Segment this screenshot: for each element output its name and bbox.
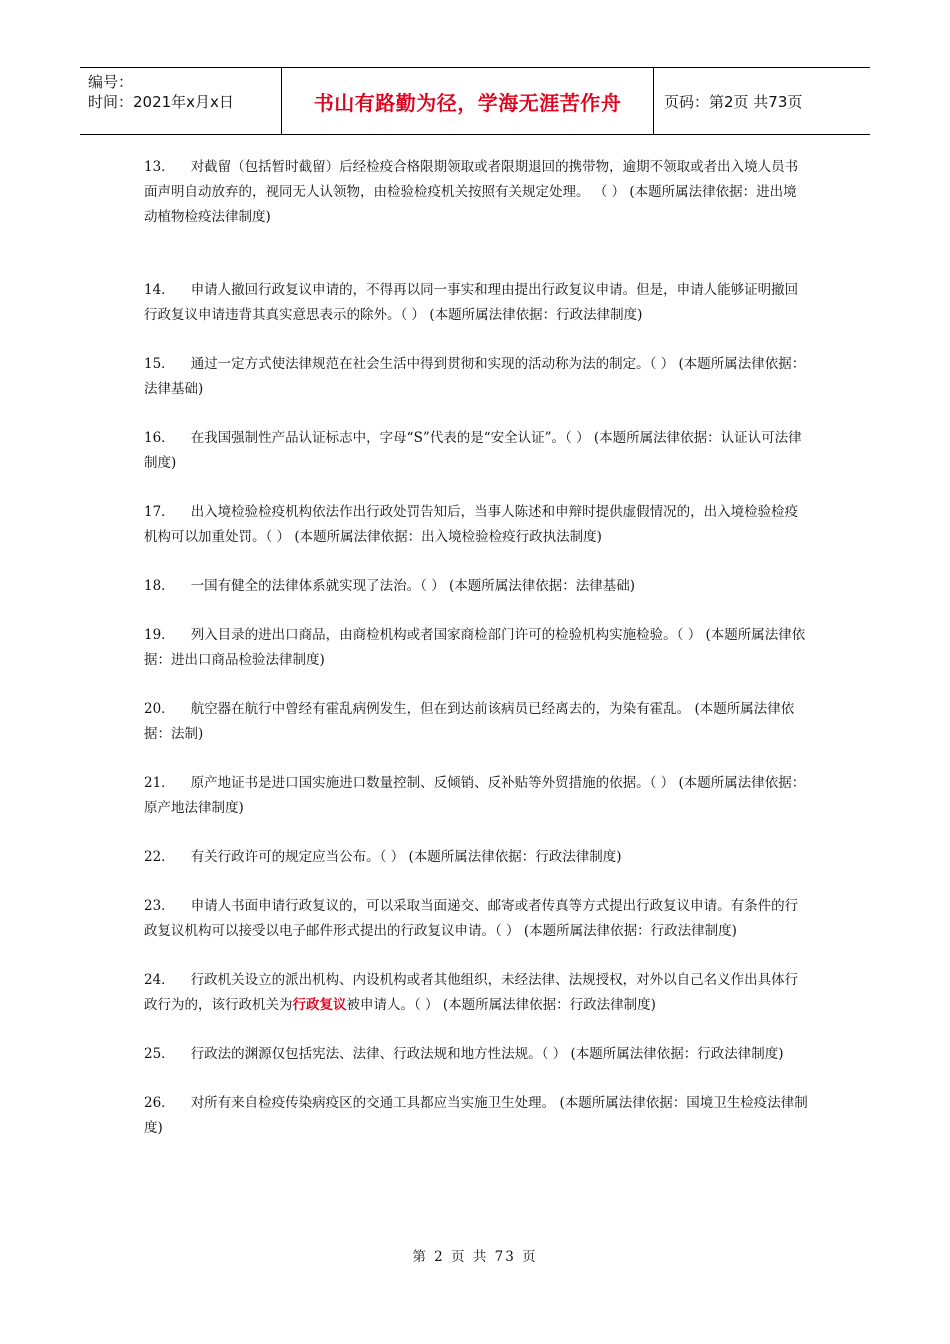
page-footer: 第 2 页 共 73 页 [412,1249,538,1265]
question-text: 申请人撤回行政复议申请的，不得再以同一事实和理由提出行政复议申请。但是，申请人能够证明撤回行政复议申请违背其真实意思表示的除外。（ ） (本题所属法律依据：行政法律制度) [144,282,799,323]
question-item [144,352,808,402]
header-page-info: 页码：第2页 共73页 [664,92,803,111]
question-number: 19． [144,627,175,643]
question-item [144,1042,808,1067]
question-text: 通过一定方式使法律规范在社会生活中得到贯彻和实现的活动称为法的制定。（ ） (本题所属法律依据：法律基础) [144,356,806,397]
question-text: 对截留（包括暂时截留）后经检疫合格限期领取或者限期退回的携带物，逾期不领取或者出入境人员书面声明自动放弃的，视同无人认领物，由检验检疫机关按照有关规定处理。 （ ） (本题所属法律依据：进出境动植物检疫法律制度) [144,159,799,225]
question-number: 18． [144,578,175,594]
question-number: 20． [144,701,175,717]
time-label: 时间：2021年x月x日 [88,93,234,111]
question-item [144,894,808,944]
question-text-before: 行政机关设立的派出机构、内设机构或者其他组织，未经法律、法规授权，对外以自己名义作出具体行政行为的，该行政机关为 [144,972,799,1013]
question-text: 在我国强制性产品认证标志中，字母“S”代表的是“安全认证”。（ ） (本题所属法律依据：认证认可法律制度) [144,430,802,471]
question-text: 原产地证书是进口国实施进口数量控制、反倾销、反补贴等外贸措施的依据。（ ） (本题所属法律依据：原产地法律制度) [144,775,806,816]
question-number: 24． [144,972,175,988]
question-number: 13． [144,159,175,175]
question-number: 21． [144,775,175,791]
highlighted-term: 行政复议 [292,997,347,1013]
question-number: 15． [144,356,175,372]
header-meta [80,68,282,134]
question-item [144,426,808,476]
question-item [144,697,808,747]
question-item [144,500,808,550]
question-number: 23． [144,898,175,914]
question-item [144,845,808,870]
header-motto: 书山有路勤为径，学海无涯苦作舟 [282,68,654,134]
question-text: 一国有健全的法律体系就实现了法治。（ ） (本题所属法律依据：法律基础) [190,578,636,594]
question-text: 航空器在航行中曾经有霍乱病例发生，但在到达前该病员已经离去的，为染有霍乱。 (本题所属法律依据：法制) [144,701,795,742]
question-item [144,771,808,821]
question-item [144,623,808,673]
question-text: 对所有来自检疫传染病疫区的交通工具都应当实施卫生处理。 (本题所属法律依据：国境卫生检疫法律制度) [144,1095,808,1136]
question-number: 16． [144,430,175,446]
question-item [144,278,808,328]
question-text: 出入境检验检疫机构依法作出行政处罚告知后，当事人陈述和申辩时提供虚假情况的，出入境检验检疫机构可以加重处罚。（ ） (本题所属法律依据：出入境检验检疫行政执法制度) [144,504,799,545]
question-list [144,155,808,1165]
question-text: 申请人书面申请行政复议的，可以采取当面递交、邮寄或者传真等方式提出行政复议申请。有条件的行政复议机构可以接受以电子邮件形式提出的行政复议申请。（ ） (本题所属法律依据：行政法律制度) [144,898,799,939]
question-item [144,1091,808,1141]
question-item [144,968,808,1018]
question-number: 17． [144,504,175,520]
code-label: 编号： [88,73,134,91]
question-text: 行政法的渊源仅包括宪法、法律、行政法规和地方性法规。（ ） (本题所属法律依据：行政法律制度) [190,1046,784,1062]
question-item [144,574,808,599]
question-item [144,155,808,230]
question-number: 25． [144,1046,175,1062]
question-number: 26． [144,1095,175,1111]
question-number: 22． [144,849,175,865]
page-header [80,67,870,135]
question-text-after: 被申请人。（ ） (本题所属法律依据：行政法律制度) [346,997,656,1013]
question-text: 列入目录的进出口商品，由商检机构或者国家商检部门许可的检验机构实施检验。（ ） (本题所属法律依据：进出口商品检验法律制度) [144,627,806,668]
question-number: 14． [144,282,175,298]
question-text: 有关行政许可的规定应当公布。（ ） (本题所属法律依据：行政法律制度) [190,849,622,865]
